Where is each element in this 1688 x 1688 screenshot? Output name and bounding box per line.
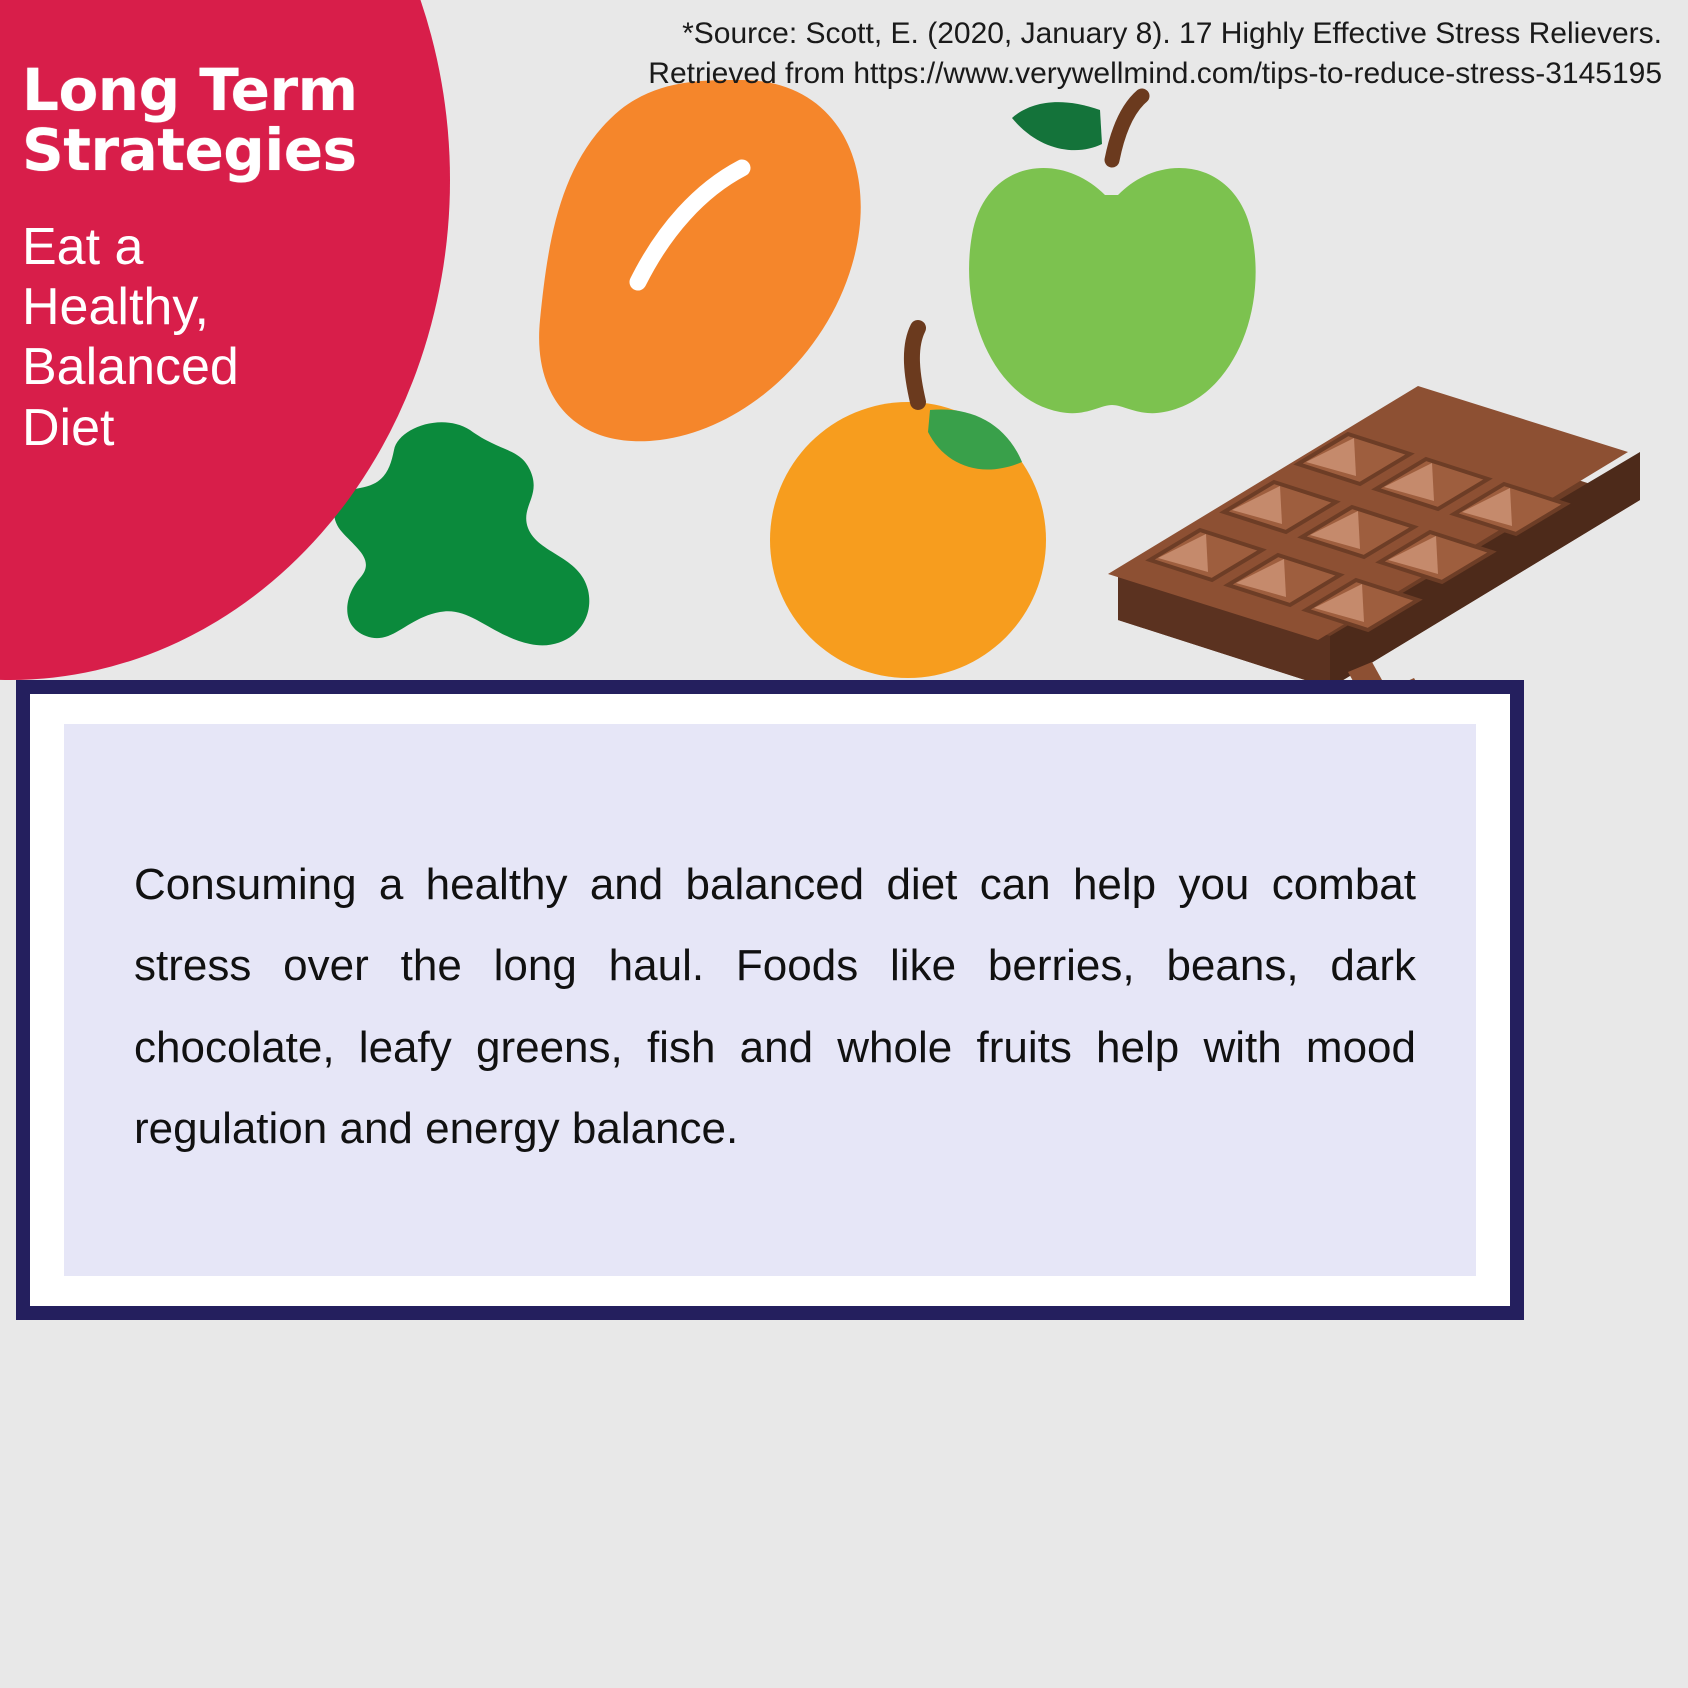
banner-title: Long Term Strategies bbox=[22, 56, 358, 185]
banner-subtitle: Eat a Healthy, Balanced Diet bbox=[22, 217, 239, 457]
content-panel bbox=[16, 680, 1524, 1320]
orange-fruit-icon bbox=[770, 328, 1046, 678]
chocolate-bar-icon bbox=[1108, 386, 1640, 700]
source-citation: *Source: Scott, E. (2020, January 8). 17 Highly Effective Stress Relievers. Retrieved from https://www.verywellmind.com/tips-to-reduce-stress-3145195 bbox=[648, 17, 1662, 90]
banner bbox=[22, 56, 442, 458]
green-apple-icon bbox=[969, 96, 1256, 413]
content-panel-inner bbox=[64, 724, 1476, 1276]
bean-icon bbox=[539, 80, 861, 441]
panel-body-text: Consuming a healthy and balanced diet can help you combat stress over the long haul. Foods like berries, beans, dark chocolate, leafy greens, fish and whole fruits help with mood regulation and energy balance. bbox=[134, 860, 1416, 1154]
